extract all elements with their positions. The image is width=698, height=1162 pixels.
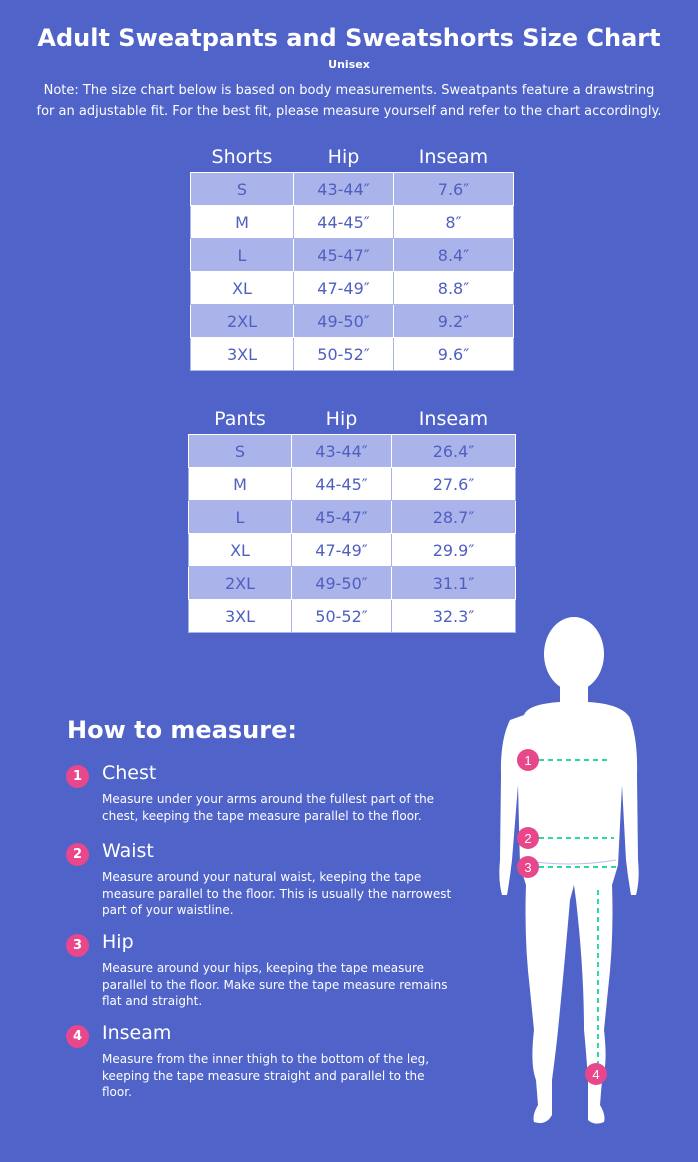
table-row	[191, 272, 514, 305]
hip-cell: 49-50″	[292, 567, 392, 600]
inseam-cell: 26.4″	[392, 435, 516, 468]
marker-4	[585, 1063, 607, 1085]
svg-text:4: 4	[592, 1067, 600, 1082]
hip-cell: 47-49″	[292, 534, 392, 567]
table-row	[189, 600, 516, 633]
inseam-cell: 8.8″	[394, 272, 514, 305]
hip-cell: 44-45″	[292, 468, 392, 501]
step-number-badge: 4	[66, 1025, 89, 1048]
size-note-line-2: for an adjustable fit. For the best fit, please measure yourself and refer to the chart accordingly.	[36, 104, 662, 119]
svg-text:3: 3	[524, 860, 532, 875]
step-title: Waist	[102, 840, 154, 862]
size-cell: S	[191, 173, 294, 206]
table-row	[191, 338, 514, 371]
inseam-cell: 32.3″	[392, 600, 516, 633]
table-row	[189, 468, 516, 501]
inseam-cell: 9.6″	[394, 338, 514, 371]
size-note-line-1: Note: The size chart below is based on body measurements. Sweatpants feature a drawstring	[43, 83, 655, 98]
column-header-size: Pants	[214, 408, 266, 430]
table-header-row	[191, 138, 514, 173]
table-row	[189, 534, 516, 567]
step-title: Inseam	[102, 1022, 172, 1044]
hip-cell: 49-50″	[294, 305, 394, 338]
size-cell: S	[189, 435, 292, 468]
hip-cell: 47-49″	[294, 272, 394, 305]
human-body-silhouette-icon	[490, 610, 650, 1130]
table-row	[191, 206, 514, 239]
step-description: Measure around your hips, keeping the tape measure parallel to the floor. Make sure the tape measure remains flat and straight.	[102, 961, 448, 1008]
marker-3	[517, 856, 539, 878]
step-description: Measure around your natural waist, keeping the tape measure parallel to the floor. This is usually the narrowest part of your waistline.	[102, 870, 452, 917]
hip-cell: 50-52″	[294, 338, 394, 371]
hip-cell: 45-47″	[294, 239, 394, 272]
shorts-size-table	[190, 138, 514, 371]
size-cell: 2XL	[191, 305, 294, 338]
hip-cell: 43-44″	[292, 435, 392, 468]
step-description: Measure under your arms around the fullest part of the chest, keeping the tape measure parallel to the floor.	[102, 792, 435, 823]
column-header-size: Shorts	[211, 146, 273, 168]
table-header-row	[189, 400, 516, 435]
inseam-cell: 7.6″	[394, 173, 514, 206]
step-title: Chest	[102, 762, 157, 784]
table-row	[191, 305, 514, 338]
step-description: Measure from the inner thigh to the bottom of the leg, keeping the tape measure straight and parallel to the floor.	[102, 1052, 430, 1099]
page-subtitle: Unisex	[328, 58, 370, 71]
column-header-hip: Hip	[325, 408, 358, 430]
size-cell: XL	[189, 534, 292, 567]
step-number-badge: 3	[66, 934, 89, 957]
marker-2	[517, 827, 539, 849]
svg-text:2: 2	[524, 831, 532, 846]
table-row	[191, 239, 514, 272]
hip-cell: 50-52″	[292, 600, 392, 633]
hip-cell: 44-45″	[294, 206, 394, 239]
pants-size-table	[188, 400, 516, 633]
marker-1	[517, 749, 539, 771]
inseam-cell: 27.6″	[392, 468, 516, 501]
hip-cell: 45-47″	[292, 501, 392, 534]
column-header-inseam: Inseam	[418, 146, 489, 168]
size-cell: 3XL	[191, 338, 294, 371]
step-number-badge: 1	[66, 765, 89, 788]
size-note	[20, 80, 678, 122]
size-cell: M	[191, 206, 294, 239]
size-cell: L	[191, 239, 294, 272]
inseam-cell: 29.9″	[392, 534, 516, 567]
inseam-cell: 9.2″	[394, 305, 514, 338]
inseam-cell: 28.7″	[392, 501, 516, 534]
column-header-inseam: Inseam	[418, 408, 489, 430]
size-cell: M	[189, 468, 292, 501]
table-row	[189, 501, 516, 534]
step-number-badge: 2	[66, 843, 89, 866]
table-row	[189, 435, 516, 468]
step-title: Hip	[102, 931, 134, 953]
hip-cell: 43-44″	[294, 173, 394, 206]
table-row	[189, 567, 516, 600]
inseam-cell: 8.4″	[394, 239, 514, 272]
svg-text:1: 1	[524, 753, 532, 768]
page-title: Adult Sweatpants and Sweatshorts Size Chart	[37, 24, 661, 52]
size-cell: L	[189, 501, 292, 534]
table-row	[191, 173, 514, 206]
inseam-cell: 31.1″	[392, 567, 516, 600]
size-cell: 2XL	[189, 567, 292, 600]
inseam-cell: 8″	[394, 206, 514, 239]
how-to-measure-heading: How to measure:	[67, 716, 297, 744]
size-cell: 3XL	[189, 600, 292, 633]
size-cell: XL	[191, 272, 294, 305]
column-header-hip: Hip	[327, 146, 360, 168]
